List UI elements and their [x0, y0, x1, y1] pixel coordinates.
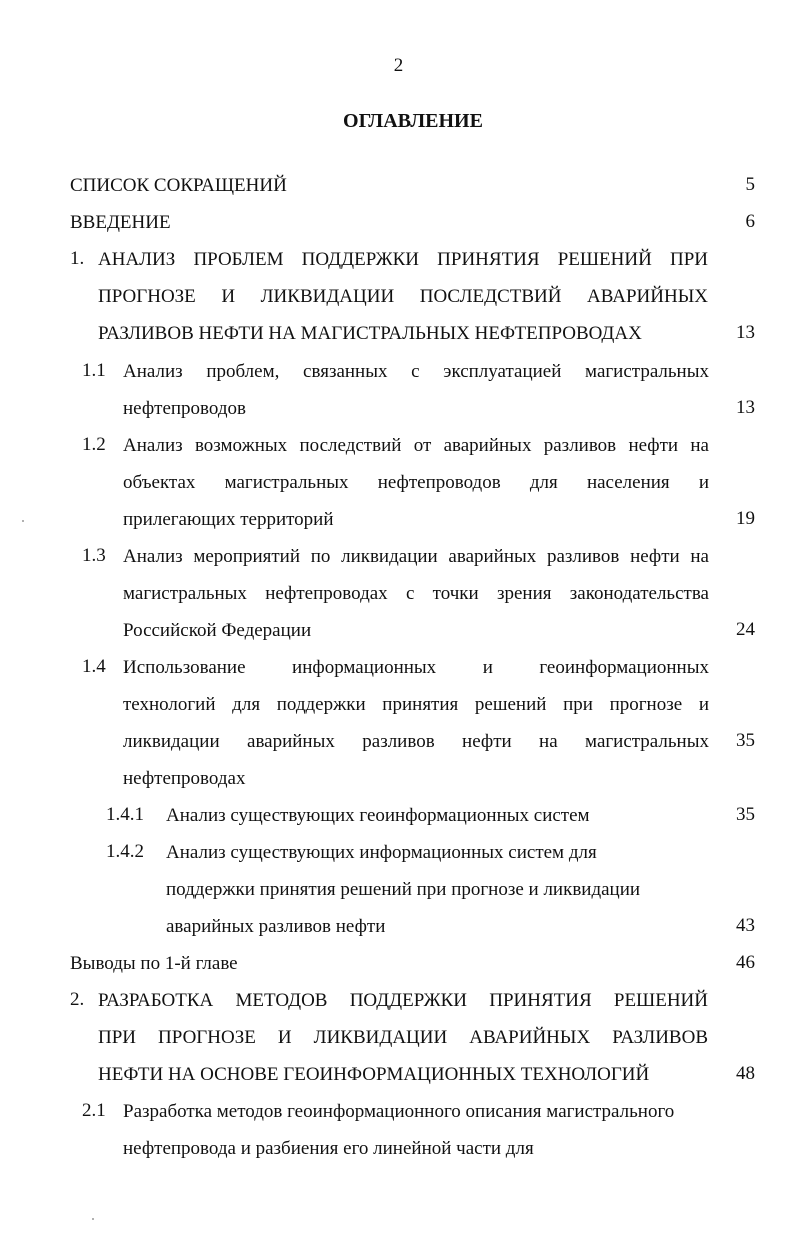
toc-entry-page: 19 — [736, 508, 755, 529]
toc-entry-page: 48 — [736, 1063, 755, 1084]
toc-entry-text: ПРИ ПРОГНОЗЕ И ЛИКВИДАЦИИ АВАРИЙНЫХ РАЗЛИВОВ — [98, 1027, 708, 1048]
toc-entry-text: нефтепровода и разбиения его линейной части для — [123, 1138, 534, 1159]
toc-entry-text: НЕФТИ НА ОСНОВЕ ГЕОИНФОРМАЦИОННЫХ ТЕХНОЛОГИЙ — [98, 1064, 650, 1085]
toc-entry-page: 13 — [736, 397, 755, 418]
scan-speck — [92, 1218, 94, 1220]
toc-entry-text: нефтепроводов — [123, 398, 246, 419]
toc-entry-text: ПРОГНОЗЕ И ЛИКВИДАЦИИ ПОСЛЕДСТВИЙ АВАРИЙНЫХ — [98, 286, 708, 307]
toc-entry-text: Разработка методов геоинформационного описания магистрального — [123, 1101, 675, 1122]
toc-entry-number: 1. — [70, 248, 85, 269]
toc-entry-text: Анализ проблем, связанных с эксплуатацией магистральных — [123, 361, 709, 382]
toc-entry-text: СПИСОК СОКРАЩЕНИЙ — [70, 175, 287, 196]
toc-entry-page: 46 — [736, 952, 755, 973]
toc-title: ОГЛАВЛЕНИЕ — [343, 110, 483, 132]
toc-entry-text: ВВЕДЕНИЕ — [70, 212, 171, 233]
scan-speck — [22, 520, 24, 522]
toc-entry-text: ликвидации аварийных разливов нефти на магистральных — [123, 731, 709, 752]
toc-entry-text: нефтепроводах — [123, 768, 246, 789]
toc-entry-page: 24 — [736, 619, 755, 640]
page-number: 2 — [393, 55, 404, 76]
toc-entry-page: 35 — [736, 730, 755, 751]
toc-entry-page: 13 — [736, 322, 755, 343]
toc-entry-number: 1.4.1 — [106, 804, 144, 825]
toc-entry-text: Анализ мероприятий по ликвидации аварийных разливов нефти на — [123, 546, 709, 567]
toc-entry-number: 1.4.2 — [106, 841, 144, 862]
toc-entry-number: 2. — [70, 989, 85, 1010]
toc-entry-number: 1.1 — [82, 360, 106, 381]
toc-entry-number: 1.4 — [82, 656, 106, 677]
toc-entry-number: 1.2 — [82, 434, 106, 455]
toc-entry-text: Анализ существующих геоинформационных систем — [166, 805, 590, 826]
toc-entry-text: Анализ возможных последствий от аварийных разливов нефти на — [123, 435, 709, 456]
toc-entry-text: аварийных разливов нефти — [166, 916, 386, 937]
toc-entry-text: поддержки принятия решений при прогнозе и ликвидации — [166, 879, 641, 900]
toc-entry-text: Использование информационных и геоинформационных — [123, 657, 709, 678]
toc-entry-text: прилегающих территорий — [123, 509, 334, 530]
toc-entry-text: технологий для поддержки принятия решений при прогнозе и — [123, 694, 709, 715]
toc-entry-number: 2.1 — [82, 1100, 106, 1121]
toc-entry-page: 5 — [745, 174, 755, 195]
toc-entry-page: 43 — [736, 915, 755, 936]
toc-entry-text: объектах магистральных нефтепроводов для населения и — [123, 472, 709, 493]
toc-entry-text: Российской Федерации — [123, 620, 312, 641]
toc-entry-text: РАЗРАБОТКА МЕТОДОВ ПОДДЕРЖКИ ПРИНЯТИЯ РЕШЕНИЙ — [98, 990, 708, 1011]
toc-entry-page: 6 — [745, 211, 755, 232]
toc-entry-text: Анализ существующих информационных систем для — [166, 842, 597, 863]
toc-entry-number: 1.3 — [82, 545, 106, 566]
toc-entry-text: Выводы по 1-й главе — [70, 953, 238, 974]
toc-entry-text: АНАЛИЗ ПРОБЛЕМ ПОДДЕРЖКИ ПРИНЯТИЯ РЕШЕНИЙ ПРИ — [98, 249, 708, 270]
toc-entry-text: РАЗЛИВОВ НЕФТИ НА МАГИСТРАЛЬНЫХ НЕФТЕПРОВОДАХ — [98, 323, 642, 344]
toc-entry-page: 35 — [736, 804, 755, 825]
toc-entry-text: магистральных нефтепроводах с точки зрения законодательства — [123, 583, 709, 604]
